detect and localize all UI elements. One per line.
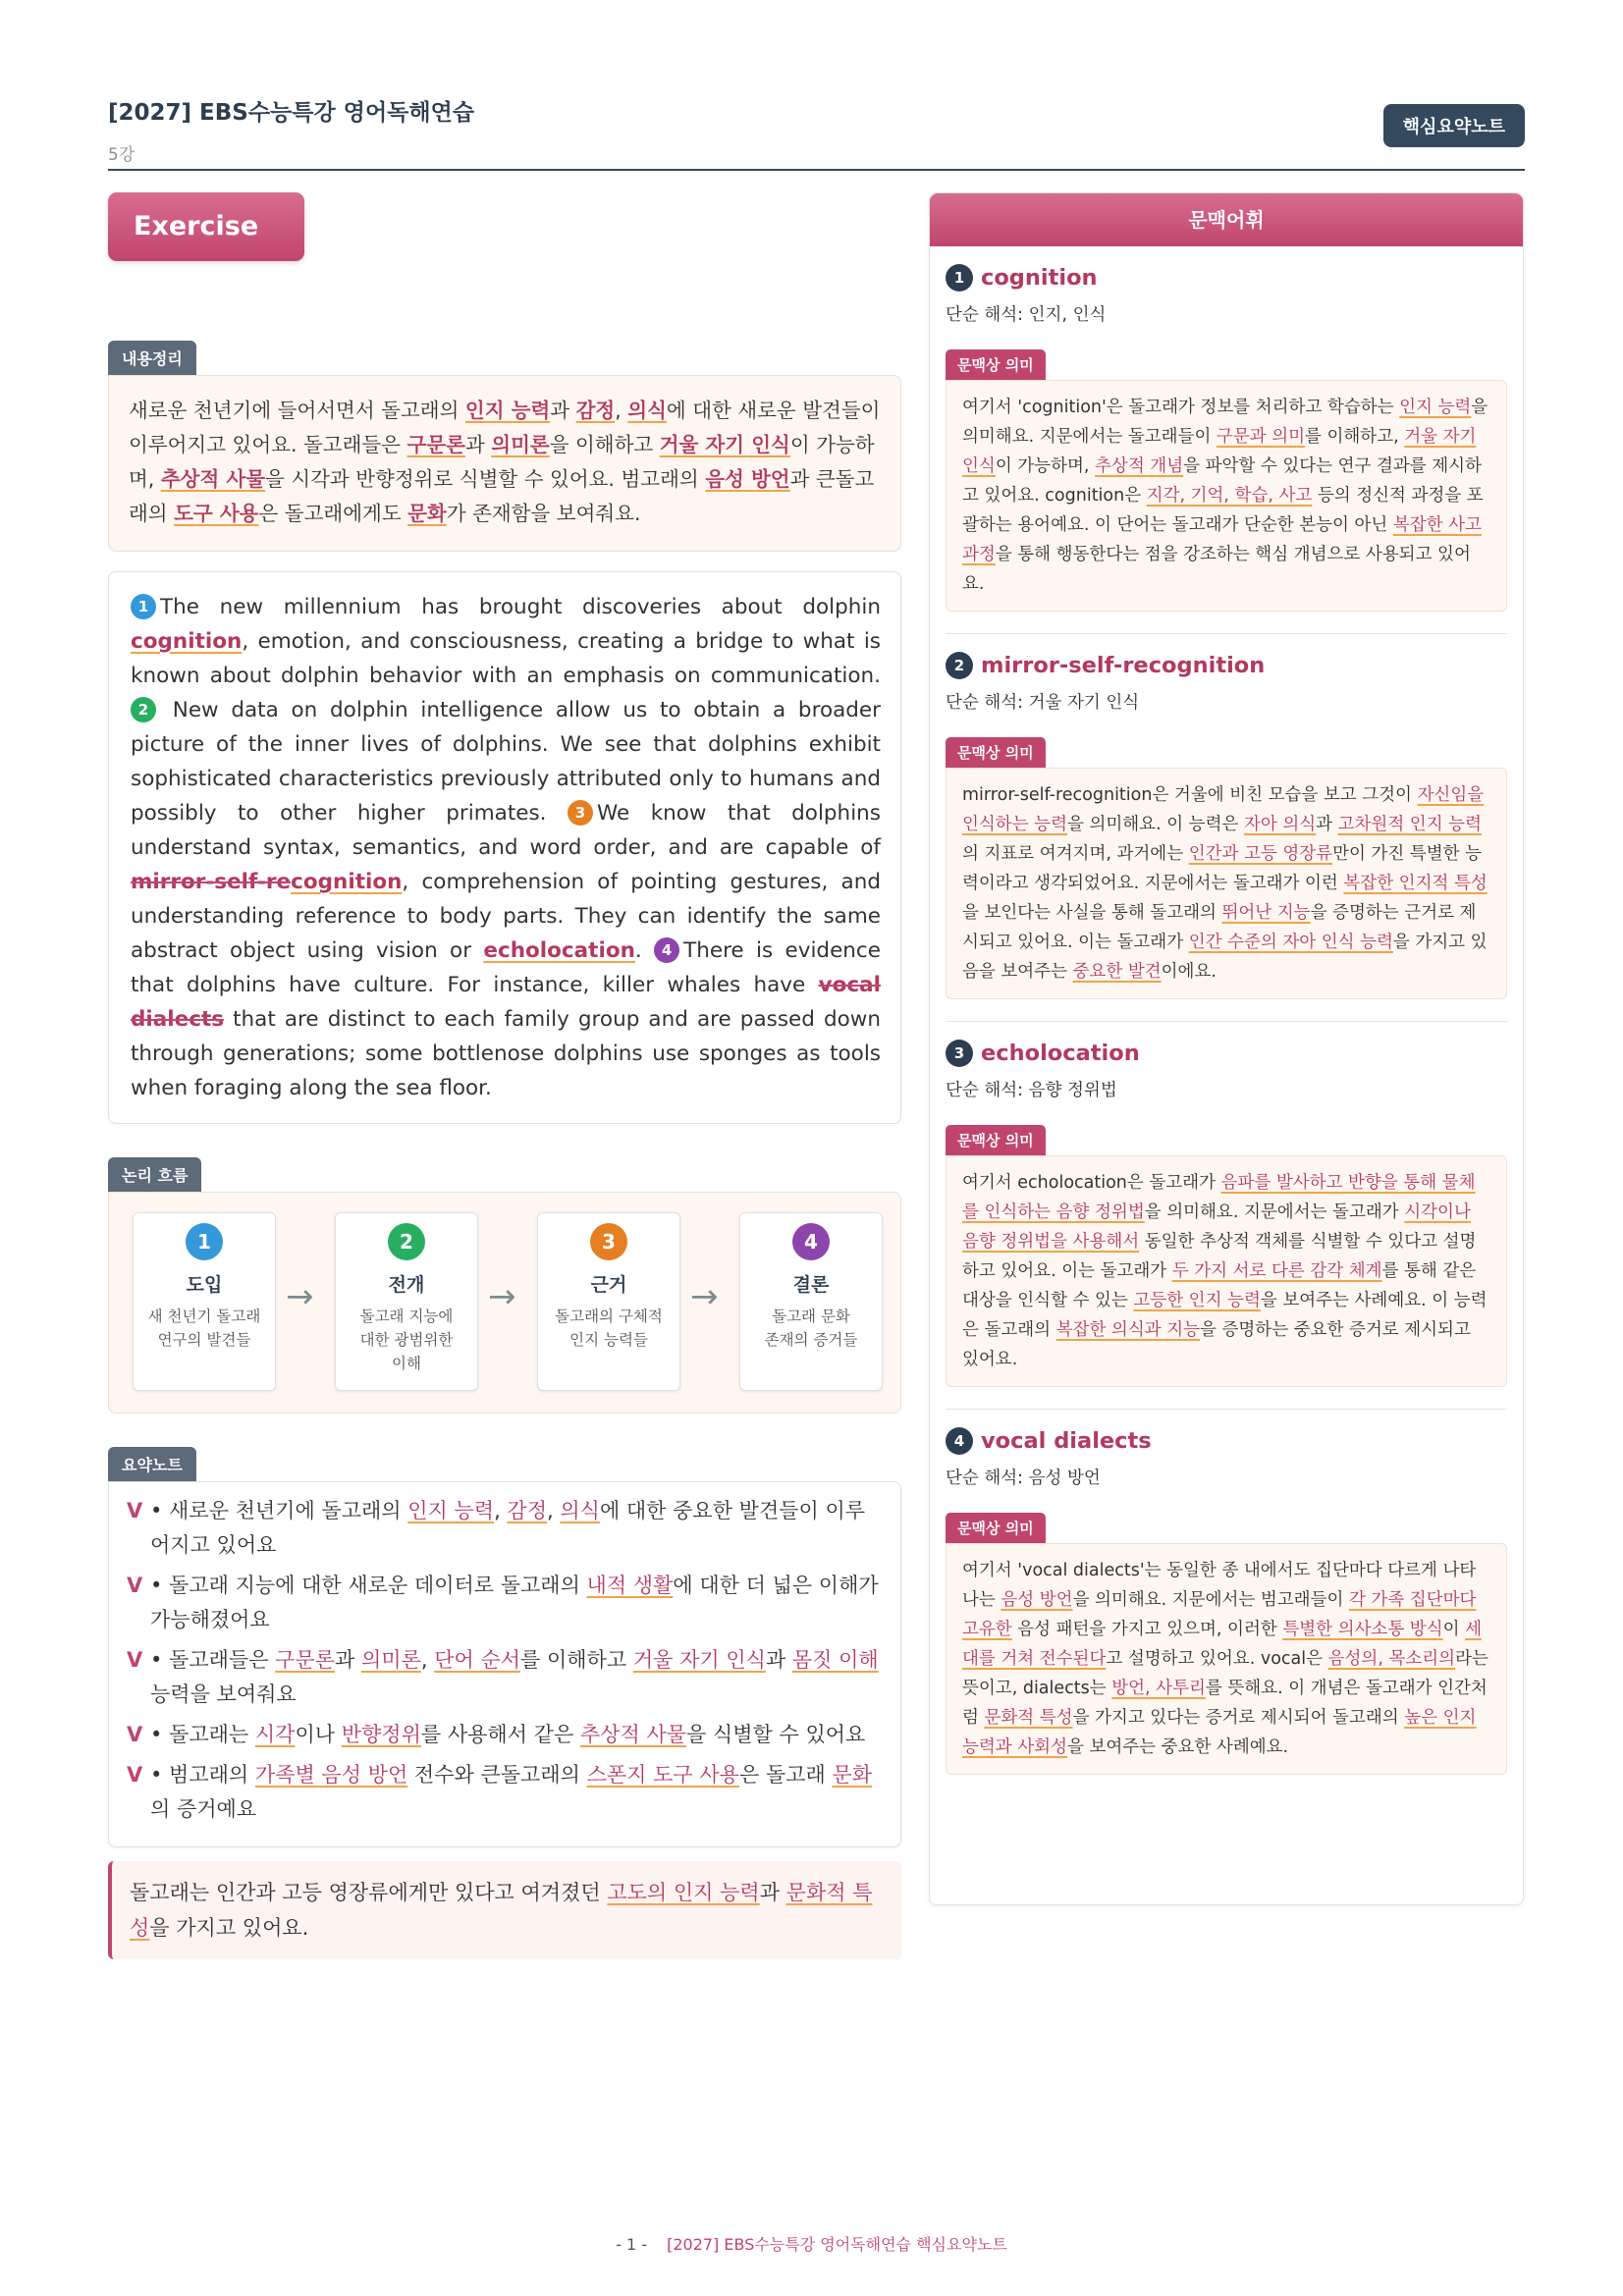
- flow-step: 2 전개 돌고래 지능에 대한 광범위한 이해: [335, 1212, 478, 1391]
- vocab-word: cognition: [131, 629, 243, 654]
- english-passage: 1 The new millennium has brought discoveries about dolphin cognition, emotion, and consciousness, creating a bridge to what is known about dolphin behavior with an emphasis on communication. 2 New data on dolphin intelligence allow us to obtain a broader picture of the inner lives of dolphins. We see that dolphins exhibit sophisticated characteristics previously attributed only to humans and possibly to other higher primates. 3 We know that dolphins understand syntax, semantics, and word order, and are capable of mirror-self-recognition, comprehension of pointing gestures, and understanding reference to body parts. They can identify the same abstract object using vision or echolocation. 4 There is evidence that dolphins have culture. For instance, killer whales have vocal dialects that are distinct to each family group and are passed down through generations; some bottlenose dolphins use sponges as tools when foraging along the sea floor.: [108, 571, 901, 1124]
- exercise-label: Exercise 01: [108, 192, 304, 261]
- divider: [946, 1409, 1507, 1410]
- list-item: V • 범고래의 가족별 음성 방언 전수와 큰돌고래의 스폰지 도구 사용은 돌고래 문화의 증거예요: [127, 1758, 885, 1827]
- flow-container: [108, 1192, 901, 1414]
- check-icon: V: [127, 1574, 143, 1597]
- arrow-icon: →: [690, 1277, 719, 1316]
- vocab-item: [930, 652, 1523, 1022]
- notes-box: [108, 1481, 901, 1847]
- flow-step: 1 도입 새 천년기 돌고래 연구의 발견들: [133, 1212, 276, 1391]
- notes-tag: 요약노트: [108, 1447, 196, 1481]
- vocab-panel-title: 문맥어휘: [930, 193, 1523, 246]
- vocab-word: vocal dialects: [131, 973, 881, 1032]
- vocab-word-title: 3 echolocation: [946, 1040, 1507, 1067]
- check-icon: V: [127, 1763, 143, 1787]
- note-type-badge: 핵심요약노트: [1383, 104, 1525, 147]
- context-meaning-tag: 문맥상 의미: [946, 1513, 1046, 1543]
- conclusion-box: 돌고래는 인간과 고등 영장류에게만 있다고 여겨졌던 고도의 인지 능력과 문화적 특성을 가지고 있어요.: [108, 1861, 901, 1959]
- vocab-word-title: 4 vocal dialects: [946, 1427, 1507, 1455]
- simple-meaning: 단순 해석: 인지, 인식: [946, 305, 1107, 325]
- check-icon: V: [127, 1648, 143, 1672]
- vocab-item: [930, 1427, 1523, 1775]
- context-meaning-box: 여기서 'vocal dialects'는 동일한 종 내에서도 집단마다 다르게 나타나는 음성 방언을 의미해요. 지문에서는 범고래들이 각 가족 집단마다 고유한 음성 패턴을 가지고 있으며, 이러한 특별한 의사소통 방식이 세대를 거쳐 전수된다고 설명하고 있어요. vocal은 음성의, 목소리의라는 뜻이고, dialects는 방언, 사투리를 뜻해요. 이 개념은 돌고래가 인간처럼 문화적 특성을 가지고 있다는 증거로 제시되어 돌고래의 높은 인지 능력과 사회성을 보여주는 중요한 사례예요.: [946, 1543, 1507, 1775]
- vocab-word: echolocation: [483, 938, 635, 963]
- arrow-icon: →: [286, 1277, 314, 1316]
- vocab-word-title: 1 cognition: [946, 264, 1507, 292]
- context-meaning-tag: 문맥상 의미: [946, 737, 1046, 768]
- context-meaning-tag: 문맥상 의미: [946, 1125, 1046, 1155]
- check-icon: V: [127, 1723, 143, 1746]
- vocab-word: cognition: [291, 870, 403, 894]
- footer-title: [2027] EBS수능특강 영어독해연습 핵심요약노트: [667, 2235, 1007, 2254]
- sentence-number: 2: [131, 697, 156, 722]
- vocab-panel: [929, 192, 1524, 1905]
- doc-title: [2027] EBS수능특강 영어독해연습: [108, 100, 475, 126]
- flow-tag: 논리 흐름: [108, 1157, 201, 1192]
- logic-flow-section: [108, 1157, 901, 1414]
- vocab-word: mirror-self-re: [131, 870, 292, 894]
- lesson-number: 5강: [108, 145, 135, 165]
- notes-section: [108, 1447, 901, 1847]
- divider: [946, 1021, 1507, 1022]
- sentence-number: 3: [568, 800, 593, 826]
- flow-step: 3 근거 돌고래의 구체적 인지 능력들: [537, 1212, 680, 1391]
- flow-step: 4 결론 돌고래 문화 존재의 증거들: [739, 1212, 883, 1391]
- list-item: V • 새로운 천년기에 돌고래의 인지 능력, 감정, 의식에 대한 중요한 발견들이 이루어지고 있어요: [127, 1494, 885, 1563]
- context-meaning-tag: 문맥상 의미: [946, 349, 1046, 380]
- page-header: [108, 94, 1525, 171]
- context-meaning-box: 여기서 'cognition'은 돌고래가 정보를 처리하고 학습하는 인지 능력을 의미해요. 지문에서는 돌고래들이 구문과 의미를 이해하고, 거울 자기 인식이 가능하며, 추상적 개념을 파악할 수 있다는 연구 결과를 제시하고 있어요. cognition은 지각, 기억, 학습, 사고 등의 정신적 과정을 포괄하는 용어예요. 이 단어는 돌고래가 단순한 본능이 아닌 복잡한 사고 과정을 통해 행동한다는 점을 강조하는 핵심 개념으로 사용되고 있어요.: [946, 380, 1507, 612]
- sentence-number: 1: [131, 594, 156, 619]
- arrow-icon: →: [488, 1277, 516, 1316]
- vocab-item: [930, 1040, 1523, 1410]
- summary-section: [108, 341, 901, 552]
- vocab-word-title: 2 mirror-self-recognition: [946, 652, 1507, 679]
- simple-meaning: 단순 해석: 거울 자기 인식: [946, 693, 1140, 713]
- context-meaning-box: mirror-self-recognition은 거울에 비친 모습을 보고 그것이 자신임을 인식하는 능력을 의미해요. 이 능력은 자아 의식과 고차원적 인지 능력의 지표로 여겨지며, 과거에는 인간과 고등 영장류만이 가진 특별한 능력이라고 생각되었어요. 지문에서는 돌고래가 이런 복잡한 인지적 특성을 보인다는 사실을 통해 돌고래의 뛰어난 지능을 증명하는 근거로 제시되고 있어요. 이는 돌고래가 인간 수준의 자아 인식 능력을 가지고 있음을 보여주는 중요한 발견이에요.: [946, 768, 1507, 999]
- simple-meaning: 단순 해석: 음향 정위법: [946, 1081, 1117, 1100]
- divider: [946, 633, 1507, 634]
- summary-tag: 내용정리: [108, 341, 196, 375]
- vocab-item: [930, 264, 1523, 634]
- summary-box: 새로운 천년기에 들어서면서 돌고래의 인지 능력과 감정, 의식에 대한 새로운 발견들이 이루어지고 있어요. 돌고래들은 구문론과 의미론을 이해하고 거울 자기 인식이 가능하며, 추상적 사물을 시각과 반향정위로 식별할 수 있어요. 범고래의 음성 방언과 큰돌고래의 도구 사용은 돌고래에게도 문화가 존재함을 보여줘요.: [108, 375, 901, 552]
- sentence-number: 4: [654, 937, 679, 963]
- list-item: V • 돌고래는 시각이나 반향정위를 사용해서 같은 추상적 사물을 식별할 수 있어요: [127, 1718, 885, 1752]
- page-number: - 1 -: [616, 2235, 648, 2254]
- simple-meaning: 단순 해석: 음성 방언: [946, 1468, 1101, 1488]
- list-item: V • 돌고래들은 구문론과 의미론, 단어 순서를 이해하고 거울 자기 인식과 몸짓 이해 능력을 보여줘요: [127, 1643, 885, 1712]
- list-item: V • 돌고래 지능에 대한 새로운 데이터로 돌고래의 내적 생활에 대한 더 넓은 이해가 가능해졌어요: [127, 1569, 885, 1637]
- page-footer: [0, 2232, 1623, 2255]
- context-meaning-box: 여기서 echolocation은 돌고래가 음파를 발사하고 반향을 통해 물체를 인식하는 음향 정위법을 의미해요. 지문에서는 돌고래가 시각이나 음향 정위법을 사용해서 동일한 추상적 객체를 식별할 수 있다고 설명하고 있어요. 이는 돌고래가 두 가지 서로 다른 감각 체계를 통해 같은 대상을 인식할 수 있는 고등한 인지 능력을 보여주는 사례예요. 이 능력은 돌고래의 복잡한 의식과 지능을 증명하는 중요한 증거로 제시되고 있어요.: [946, 1155, 1507, 1387]
- left-column: [108, 192, 901, 1959]
- check-icon: V: [127, 1499, 143, 1522]
